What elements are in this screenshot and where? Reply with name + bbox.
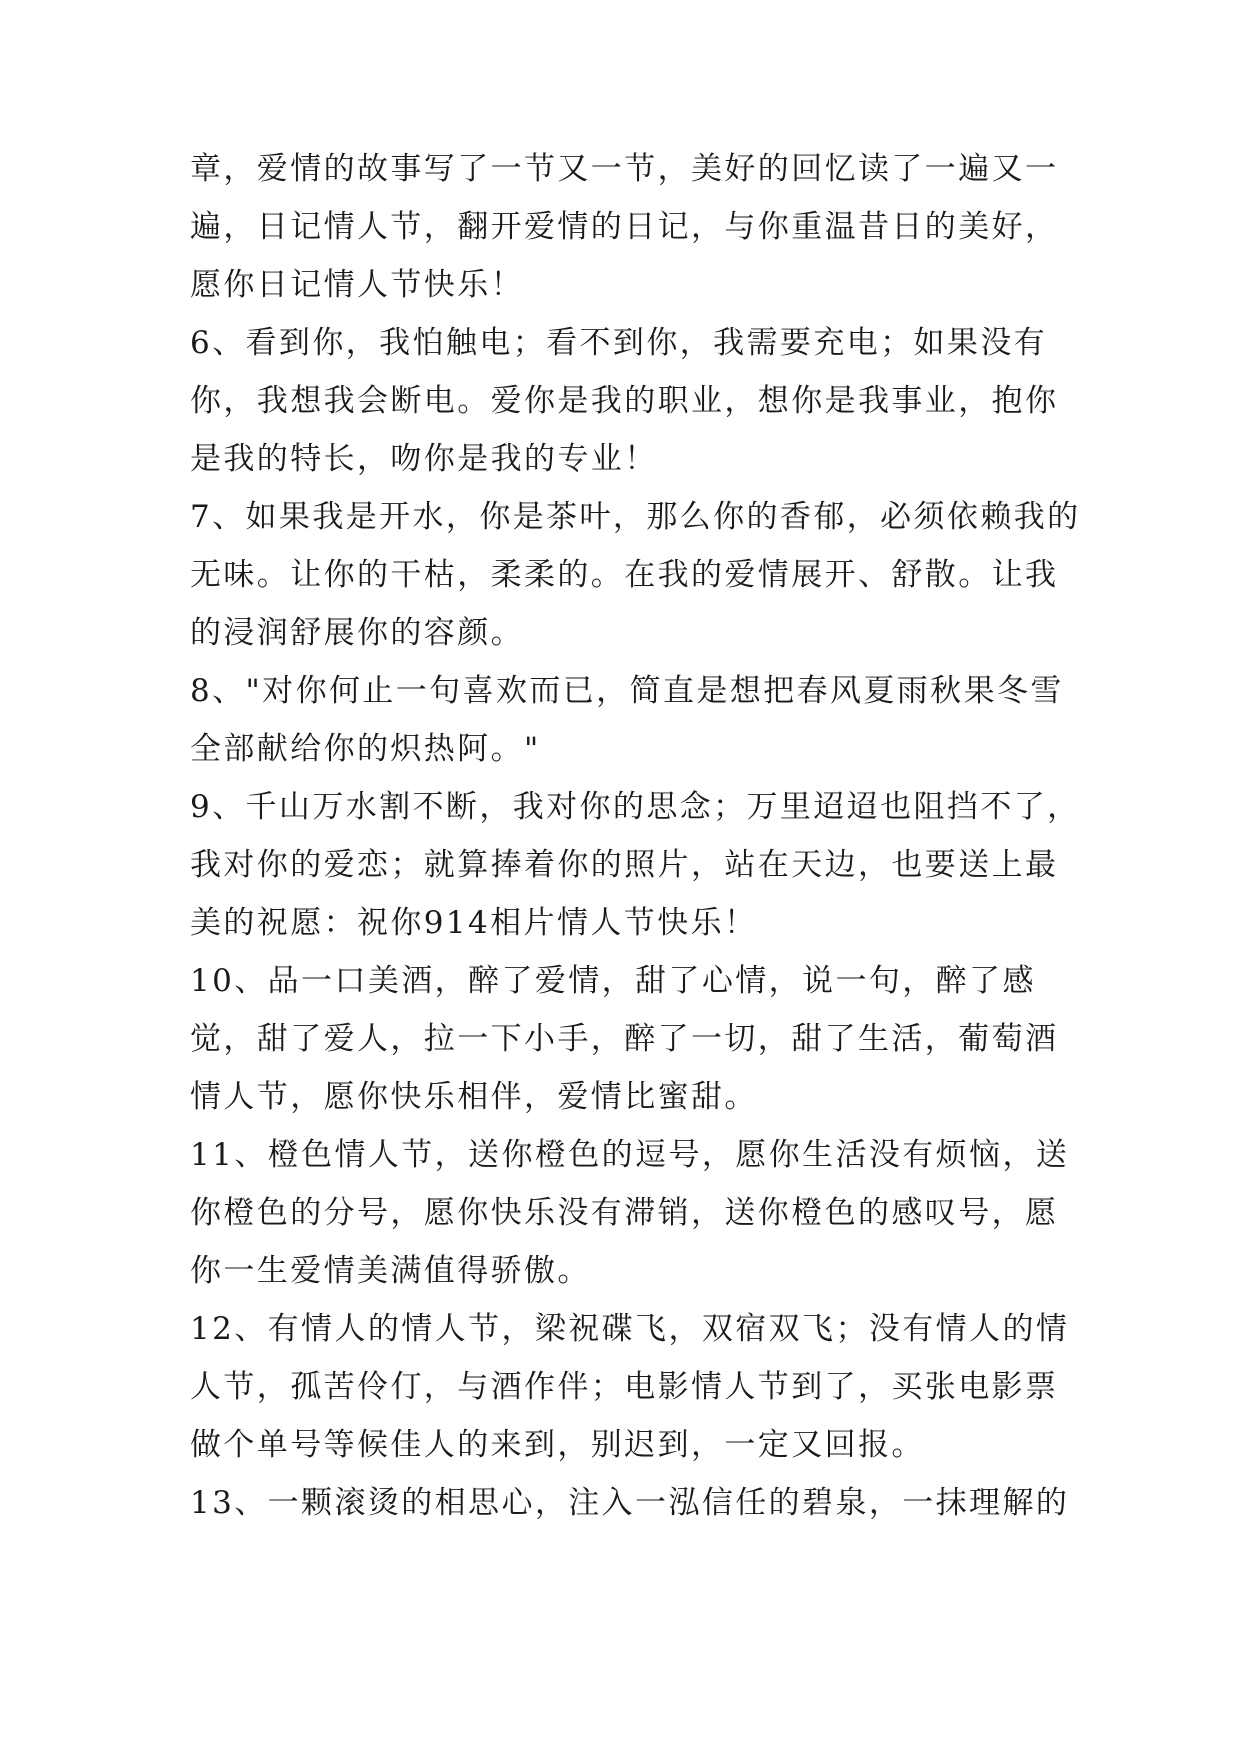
- paragraph-item-10: 10、品一口美酒，醉了爱情，甜了心情，说一句，醉了感觉，甜了爱人，拉一下小手，醉了一切，甜了生活，葡萄酒情人节，愿你快乐相伴，爱情比蜜甜。: [190, 963, 1059, 1115]
- document-body: [190, 140, 1090, 1532]
- paragraph-continuation: 章，爱情的故事写了一节又一节，美好的回忆读了一遍又一遍，日记情人节，翻开爱情的日记，与你重温昔日的美好，愿你日记情人节快乐！: [190, 151, 1059, 303]
- paragraph-item-12: 12、有情人的情人节，梁祝碟飞，双宿双飞；没有情人的情人节，孤苦伶仃，与酒作伴；电影情人节到了，买张电影票做个单号等候佳人的来到，别迟到，一定又回报。: [190, 1311, 1070, 1463]
- paragraph-item-9: 9、千山万水割不断，我对你的思念；万里迢迢也阻挡不了，我对你的爱恋；就算捧着你的照片，站在天边，也要送上最美的祝愿：祝你914相片情人节快乐！: [190, 789, 1081, 941]
- paragraph-item-6: 6、看到你，我怕触电；看不到你，我需要充电；如果没有你，我想我会断电。爱你是我的职业，想你是我事业，抱你是我的特长，吻你是我的专业！: [190, 325, 1059, 477]
- paragraph-item-11: 11、橙色情人节，送你橙色的逗号，愿你生活没有烦恼，送你橙色的分号，愿你快乐没有滞销，送你橙色的感叹号，愿你一生爱情美满值得骄傲。: [190, 1137, 1070, 1289]
- paragraph-item-8: 8、"对你何止一句喜欢而已，简直是想把春风夏雨秋果冬雪全部献给你的炽热阿。": [190, 673, 1064, 767]
- paragraph-item-13: 13、一颗滚烫的相思心，注入一泓信任的碧泉，一抹理解的: [190, 1485, 1070, 1521]
- paragraph-item-7: 7、如果我是开水，你是茶叶，那么你的香郁，必须依赖我的无味。让你的干枯，柔柔的。在我的爱情展开、舒散。让我的浸润舒展你的容颜。: [190, 499, 1081, 651]
